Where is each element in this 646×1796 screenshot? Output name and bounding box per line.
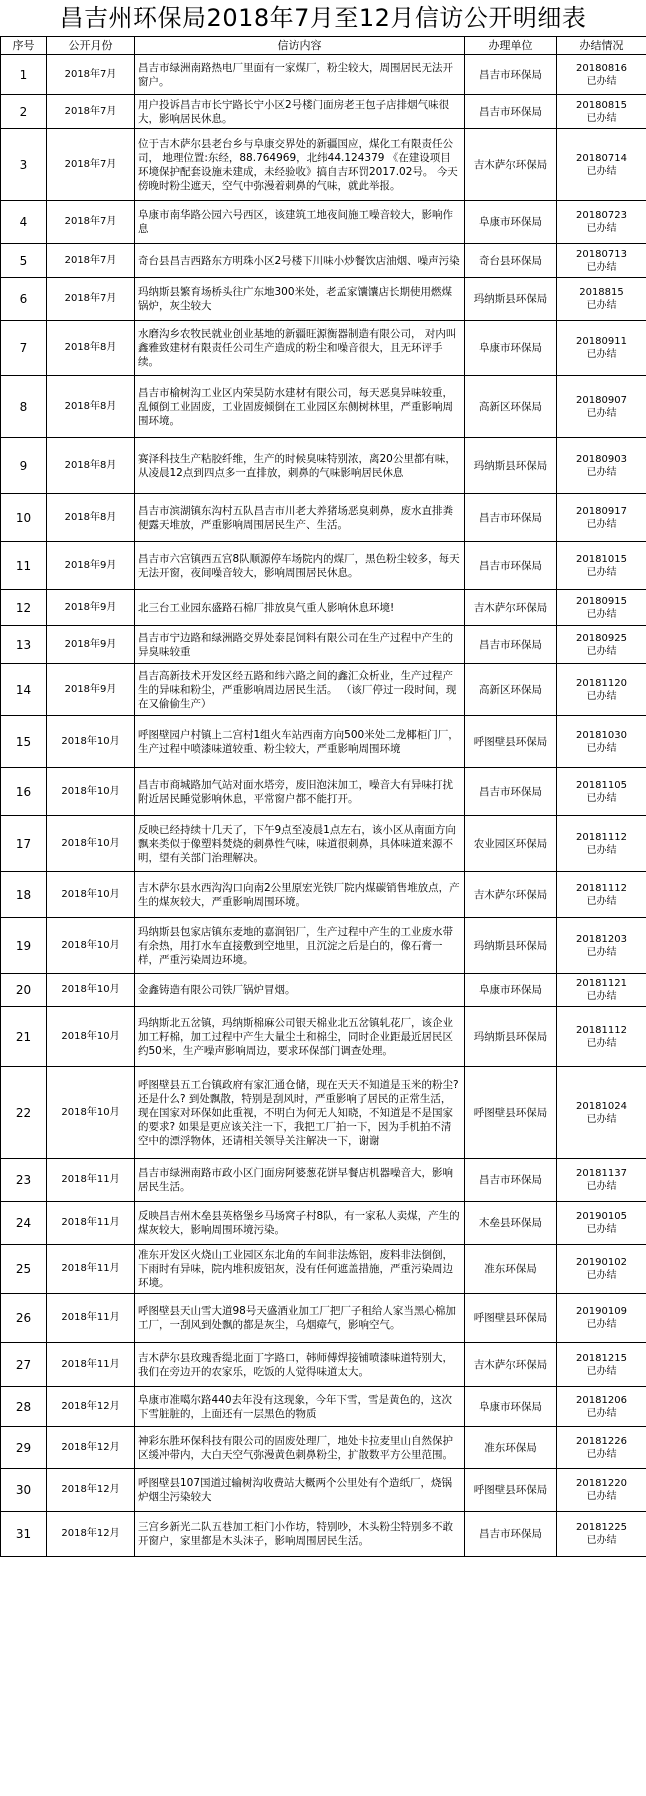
row-status: 已办结 bbox=[586, 946, 617, 958]
row-status-cell bbox=[557, 1067, 646, 1159]
table-row bbox=[1, 716, 646, 768]
row-unit: 高新区环保局 bbox=[465, 664, 557, 716]
row-status-cell bbox=[557, 1469, 646, 1512]
row-content: 奇台县昌吉西路东方明珠小区2号楼下川味小炒餐饮店油烟、噪声污染 bbox=[135, 244, 465, 278]
table-row bbox=[1, 278, 646, 321]
row-serial: 31 bbox=[1, 1512, 47, 1557]
row-unit: 吉木萨尔环保局 bbox=[465, 590, 557, 626]
row-completion-date: 20181225 bbox=[576, 1522, 627, 1533]
row-unit: 昌吉市环保局 bbox=[465, 55, 557, 95]
row-content: 反映已经持续十几天了，下午9点至凌晨1点左右，该小区从南面方向飘来类似于像塑料焚烧的刺鼻性气味，味道很刺鼻，具体味道来源不明，望有关部门治理解决。 bbox=[135, 816, 465, 872]
row-status: 已办结 bbox=[586, 165, 617, 177]
row-month: 2018年7月 bbox=[47, 129, 135, 201]
row-unit: 玛纳斯县环保局 bbox=[465, 1007, 557, 1067]
table-row bbox=[1, 1202, 646, 1245]
row-serial: 15 bbox=[1, 716, 47, 768]
row-content: 用户投诉昌吉市长宁路长宁小区2号楼门面房老王包子店排烟气味很大，影响居民休息。 bbox=[135, 95, 465, 129]
row-serial: 4 bbox=[1, 201, 47, 244]
row-status: 已办结 bbox=[586, 1365, 617, 1377]
row-unit: 阜康市环保局 bbox=[465, 974, 557, 1007]
row-status-cell bbox=[557, 1387, 646, 1427]
row-content: 准东开发区火烧山工业园区东北角的车间非法炼铝，废料非法倒倒，下雨时有异味，院内堆积废铝灰，没有任何遮盖措施，严重污染周边环境。 bbox=[135, 1245, 465, 1294]
row-content: 位于吉木萨尔县老台乡与阜康交界处的新疆国应，煤化工有限责任公司， 地理位置:东经，88.764969，北纬44.124379 《在建设项目环境保护配套设施未建成，未经验收》搞自吉环罚2017.02号。 今天傍晚时粉尘遮天，空气中弥漫着刺鼻的气味，就此举报。 bbox=[135, 129, 465, 201]
header-unit: 办理单位 bbox=[465, 37, 557, 55]
table-row bbox=[1, 95, 646, 129]
row-status-cell bbox=[557, 1343, 646, 1387]
row-completion-date: 20181121 bbox=[576, 978, 627, 989]
row-content: 昌吉市绿洲南路热电厂里面有一家煤厂，粉尘较大，周围居民无法开窗户。 bbox=[135, 55, 465, 95]
row-serial: 11 bbox=[1, 542, 47, 590]
row-content: 玛纳斯县包家店镇东麦地的嘉润铝厂，生产过程中产生的工业废水带有余热，用打水车直接敷到空地里，且沉淀之后是白的，像石膏一样，严重污染周边环境。 bbox=[135, 918, 465, 974]
row-status: 已办结 bbox=[586, 792, 617, 804]
row-completion-date: 20180911 bbox=[576, 336, 627, 347]
row-serial: 13 bbox=[1, 626, 47, 664]
row-status-cell bbox=[557, 542, 646, 590]
table-row bbox=[1, 816, 646, 872]
row-completion-date: 20181024 bbox=[576, 1100, 627, 1112]
row-serial: 30 bbox=[1, 1469, 47, 1512]
table-row bbox=[1, 201, 646, 244]
row-serial: 20 bbox=[1, 974, 47, 1007]
table-row bbox=[1, 974, 646, 1007]
table-row bbox=[1, 626, 646, 664]
row-unit: 准东环保局 bbox=[465, 1245, 557, 1294]
row-status: 已办结 bbox=[586, 1448, 617, 1460]
row-unit: 昌吉市环保局 bbox=[465, 768, 557, 816]
row-content: 昌吉市滨湖镇东沟村五队昌吉市川老大养猪场恶臭刺鼻，废水直排粪便露天堆放，严重影响周围居民生产、生活。 bbox=[135, 494, 465, 542]
document-title: 昌吉州环保局2018年7月至12月信访公开明细表 bbox=[59, 4, 587, 32]
row-status: 已办结 bbox=[586, 1535, 617, 1546]
row-content: 呼图壁县天山雪大道98号天盛酒业加工厂把厂子租给人家当黑心棉加工厂，一刮风到处飘的都是灰尘，乌烟瘴气，影响空气。 bbox=[135, 1294, 465, 1343]
row-completion-date: 20181112 bbox=[576, 1024, 627, 1036]
row-unit: 木垒县环保局 bbox=[465, 1202, 557, 1245]
table-row bbox=[1, 1245, 646, 1294]
table-header-row bbox=[1, 37, 646, 55]
row-month: 2018年11月 bbox=[47, 1159, 135, 1202]
row-content: 呼图壁县107国道过输树沟收费站大概两个公里处有个造纸厂，烧锅炉烟尘污染较大 bbox=[135, 1469, 465, 1512]
row-unit: 吉木萨尔环保局 bbox=[465, 872, 557, 918]
row-serial: 17 bbox=[1, 816, 47, 872]
row-unit: 呼图壁县环保局 bbox=[465, 1067, 557, 1159]
table-row bbox=[1, 664, 646, 716]
row-month: 2018年7月 bbox=[47, 95, 135, 129]
row-unit: 昌吉市环保局 bbox=[465, 1512, 557, 1557]
table-row bbox=[1, 1469, 646, 1512]
table-row bbox=[1, 1387, 646, 1427]
row-status-cell bbox=[557, 1294, 646, 1343]
row-serial: 22 bbox=[1, 1067, 47, 1159]
row-unit: 准东环保局 bbox=[465, 1427, 557, 1469]
row-status: 已办结 bbox=[586, 300, 617, 311]
row-month: 2018年8月 bbox=[47, 376, 135, 438]
row-content: 三宫乡新光二队五巷加工柜门小作坊，特别吵，木头粉尘特别多不敢开窗户，家里都是木头沫子，影响周围居民生活。 bbox=[135, 1512, 465, 1557]
row-month: 2018年9月 bbox=[47, 664, 135, 716]
row-unit: 阜康市环保局 bbox=[465, 1387, 557, 1427]
row-unit: 高新区环保局 bbox=[465, 376, 557, 438]
row-status-cell bbox=[557, 768, 646, 816]
row-completion-date: 20180714 bbox=[576, 152, 627, 164]
row-unit: 奇台县环保局 bbox=[465, 244, 557, 278]
row-serial: 1 bbox=[1, 55, 47, 95]
row-content: 金鑫铸造有限公司铁厂锅炉冒烟。 bbox=[135, 974, 465, 1007]
header-content: 信访内容 bbox=[135, 37, 465, 55]
row-content: 反映昌吉州木垒县英格堡乡马场窝子村8队，有一家私人卖煤，产生的煤灰较大，影响周围环境污染。 bbox=[135, 1202, 465, 1245]
row-month: 2018年8月 bbox=[47, 438, 135, 494]
row-unit: 昌吉市环保局 bbox=[465, 1159, 557, 1202]
row-completion-date: 20181105 bbox=[576, 779, 627, 791]
row-month: 2018年7月 bbox=[47, 201, 135, 244]
row-status: 已办结 bbox=[586, 1491, 617, 1502]
table-row bbox=[1, 494, 646, 542]
row-status: 已办结 bbox=[586, 518, 617, 530]
row-status-cell bbox=[557, 974, 646, 1007]
row-completion-date: 20181220 bbox=[576, 1478, 627, 1489]
table-row bbox=[1, 1427, 646, 1469]
row-status: 已办结 bbox=[586, 1270, 617, 1281]
row-month: 2018年10月 bbox=[47, 974, 135, 1007]
row-status-cell bbox=[557, 244, 646, 278]
row-status-cell bbox=[557, 590, 646, 626]
row-unit: 阜康市环保局 bbox=[465, 201, 557, 244]
row-status: 已办结 bbox=[586, 991, 617, 1002]
row-serial: 25 bbox=[1, 1245, 47, 1294]
row-month: 2018年8月 bbox=[47, 494, 135, 542]
row-completion-date: 20180713 bbox=[576, 248, 627, 260]
row-unit: 呼图壁县环保局 bbox=[465, 1469, 557, 1512]
row-status-cell bbox=[557, 626, 646, 664]
row-serial: 14 bbox=[1, 664, 47, 716]
row-serial: 21 bbox=[1, 1007, 47, 1067]
row-unit: 昌吉市环保局 bbox=[465, 494, 557, 542]
row-content: 呼图壁县五工台镇政府有家汇通仓储，现在天天不知道是玉米的粉尘? 还是什么? 到处飘散，特别是刮风时，严重影响了居民的正常生活，现在国家对环保如此重视，不明白为何无人知晓，不知道是不是国家的要求? 如果是更应该关注一下，我把工厂拍一下，因为手机拍不清空中的漂浮物体，还请相关领导关注解决一下，谢谢 bbox=[135, 1067, 465, 1159]
row-content: 昌吉高新技术开发区经五路和纬六路之间的鑫汇众析业，生产过程产生的异味和粉尘，严重影响周边居民生活。 （该厂停过一段时间，现在又偷偷生产） bbox=[135, 664, 465, 716]
row-status: 已办结 bbox=[586, 1037, 617, 1049]
row-completion-date: 20180915 bbox=[576, 595, 627, 607]
table-row bbox=[1, 438, 646, 494]
row-content: 昌吉市宁边路和绿洲路交界处泰昆饲料有限公司在生产过程中产生的异臭味较重 bbox=[135, 626, 465, 664]
row-serial: 18 bbox=[1, 872, 47, 918]
row-status-cell bbox=[557, 278, 646, 321]
row-month: 2018年12月 bbox=[47, 1387, 135, 1427]
row-completion-date: 20190102 bbox=[576, 1257, 627, 1268]
row-month: 2018年7月 bbox=[47, 244, 135, 278]
row-month: 2018年11月 bbox=[47, 1202, 135, 1245]
row-status: 已办结 bbox=[586, 645, 617, 657]
header-status: 办结情况 bbox=[557, 37, 646, 55]
row-status-cell bbox=[557, 664, 646, 716]
row-completion-date: 20181030 bbox=[576, 729, 627, 741]
row-unit: 吉木萨尔环保局 bbox=[465, 1343, 557, 1387]
row-status: 已办结 bbox=[586, 1113, 617, 1125]
row-status-cell bbox=[557, 1245, 646, 1294]
row-serial: 12 bbox=[1, 590, 47, 626]
row-month: 2018年12月 bbox=[47, 1469, 135, 1512]
row-month: 2018年7月 bbox=[47, 55, 135, 95]
row-month: 2018年9月 bbox=[47, 542, 135, 590]
row-status: 已办结 bbox=[586, 261, 617, 273]
row-serial: 5 bbox=[1, 244, 47, 278]
table-row bbox=[1, 918, 646, 974]
row-status-cell bbox=[557, 1202, 646, 1245]
table-row bbox=[1, 1007, 646, 1067]
row-completion-date: 20181137 bbox=[576, 1168, 627, 1179]
row-unit: 玛纳斯县环保局 bbox=[465, 278, 557, 321]
row-completion-date: 20181226 bbox=[576, 1435, 627, 1447]
row-status: 已办结 bbox=[586, 690, 617, 702]
row-status-cell bbox=[557, 1159, 646, 1202]
row-month: 2018年9月 bbox=[47, 590, 135, 626]
row-unit: 昌吉市环保局 bbox=[465, 626, 557, 664]
row-content: 北三台工业园东盛路石棉厂排放臭气重人影响休息环境! bbox=[135, 590, 465, 626]
row-content: 吉木萨尔县水西沟沟口向南2公里原宏光铁厂院内煤碳销售堆放点，产生的煤灰较大，严重影响周围环境。 bbox=[135, 872, 465, 918]
row-status: 已办结 bbox=[586, 407, 617, 419]
table-row bbox=[1, 1067, 646, 1159]
row-content: 水磨沟乡农牧民就业创业基地的新疆旺源衡器制造有限公司， 对内叫鑫雅致建材有限责任公司生产造成的粉尘和噪音很大，且无环评手续。 bbox=[135, 321, 465, 376]
row-status-cell bbox=[557, 438, 646, 494]
row-serial: 10 bbox=[1, 494, 47, 542]
row-status: 已办结 bbox=[586, 349, 617, 360]
row-serial: 27 bbox=[1, 1343, 47, 1387]
row-serial: 24 bbox=[1, 1202, 47, 1245]
row-status: 已办结 bbox=[586, 895, 617, 907]
row-month: 2018年7月 bbox=[47, 278, 135, 321]
row-month: 2018年10月 bbox=[47, 872, 135, 918]
row-status-cell bbox=[557, 376, 646, 438]
row-month: 2018年10月 bbox=[47, 768, 135, 816]
row-status: 已办结 bbox=[586, 742, 617, 754]
row-completion-date: 20181112 bbox=[576, 831, 627, 843]
row-month: 2018年11月 bbox=[47, 1343, 135, 1387]
row-status-cell bbox=[557, 816, 646, 872]
table-row bbox=[1, 244, 646, 278]
row-status: 已办结 bbox=[586, 1181, 617, 1192]
row-serial: 3 bbox=[1, 129, 47, 201]
row-unit: 吉木萨尔环保局 bbox=[465, 129, 557, 201]
row-serial: 19 bbox=[1, 918, 47, 974]
table-row bbox=[1, 55, 646, 95]
row-completion-date: 2018815 bbox=[579, 287, 624, 298]
table-row bbox=[1, 1343, 646, 1387]
row-content: 昌吉市绿洲南路市政小区门面房阿婆葱花饼早餐店机器噪音大，影响居民生活。 bbox=[135, 1159, 465, 1202]
row-completion-date: 20190109 bbox=[576, 1306, 627, 1317]
row-status: 已办结 bbox=[586, 223, 617, 234]
row-serial: 29 bbox=[1, 1427, 47, 1469]
row-completion-date: 20181015 bbox=[576, 553, 627, 565]
row-status-cell bbox=[557, 716, 646, 768]
row-unit: 农业园区环保局 bbox=[465, 816, 557, 872]
row-completion-date: 20181215 bbox=[576, 1352, 627, 1364]
row-status-cell bbox=[557, 201, 646, 244]
row-status-cell bbox=[557, 918, 646, 974]
row-completion-date: 20181203 bbox=[576, 933, 627, 945]
row-serial: 9 bbox=[1, 438, 47, 494]
row-content: 神彩东胜环保科技有限公司的固废处理厂，地处卡拉麦里山自然保护区缓冲带内，大白天空气弥漫黄色刺鼻粉尘，扩散数平方公里范围。 bbox=[135, 1427, 465, 1469]
row-completion-date: 20181112 bbox=[576, 882, 627, 894]
row-status: 已办结 bbox=[586, 566, 617, 578]
row-content: 玛纳斯县繁育场桥头往广东地300米处，老孟家馕馕店长期使用燃煤锅炉，灰尘较大 bbox=[135, 278, 465, 321]
table-row bbox=[1, 590, 646, 626]
row-unit: 呼图壁县环保局 bbox=[465, 716, 557, 768]
row-status: 已办结 bbox=[586, 1224, 617, 1235]
row-completion-date: 20181120 bbox=[576, 677, 627, 689]
row-status-cell bbox=[557, 1007, 646, 1067]
row-month: 2018年10月 bbox=[47, 918, 135, 974]
row-serial: 23 bbox=[1, 1159, 47, 1202]
table-row bbox=[1, 321, 646, 376]
table-row bbox=[1, 129, 646, 201]
row-month: 2018年11月 bbox=[47, 1294, 135, 1343]
row-status: 已办结 bbox=[586, 608, 617, 620]
row-serial: 7 bbox=[1, 321, 47, 376]
row-unit: 玛纳斯县环保局 bbox=[465, 438, 557, 494]
row-month: 2018年10月 bbox=[47, 716, 135, 768]
row-serial: 26 bbox=[1, 1294, 47, 1343]
row-month: 2018年10月 bbox=[47, 816, 135, 872]
row-status: 已办结 bbox=[586, 75, 617, 87]
row-unit: 阜康市环保局 bbox=[465, 321, 557, 376]
row-month: 2018年11月 bbox=[47, 1245, 135, 1294]
row-content: 昌吉市商城路加气站对面水塔旁，废旧泡沫加工，噪音大有异味打扰附近居民睡觉影响休息，平常窗户都不能打开。 bbox=[135, 768, 465, 816]
row-unit: 昌吉市环保局 bbox=[465, 542, 557, 590]
table-row bbox=[1, 872, 646, 918]
row-month: 2018年10月 bbox=[47, 1007, 135, 1067]
row-content: 阜康市准噶尔路440去年没有这现象，今年下雪，雪是黄色的，这次下雪脏脏的，上面还有一层黑色的物质 bbox=[135, 1387, 465, 1427]
table-row bbox=[1, 376, 646, 438]
row-completion-date: 20180723 bbox=[576, 210, 627, 221]
table-row bbox=[1, 542, 646, 590]
row-month: 2018年9月 bbox=[47, 626, 135, 664]
table-row bbox=[1, 1294, 646, 1343]
row-content: 赛泽科技生产粘胶纤维，生产的时候臭味特别浓，离20公里都有味，从凌晨12点到四点多一直排放，刺鼻的气味影响居民休息 bbox=[135, 438, 465, 494]
row-month: 2018年12月 bbox=[47, 1512, 135, 1557]
row-status: 已办结 bbox=[586, 112, 617, 124]
row-status: 已办结 bbox=[586, 1407, 617, 1419]
row-status: 已办结 bbox=[586, 844, 617, 856]
header-month: 公开月份 bbox=[47, 37, 135, 55]
row-serial: 28 bbox=[1, 1387, 47, 1427]
row-month: 2018年10月 bbox=[47, 1067, 135, 1159]
row-status-cell bbox=[557, 95, 646, 129]
table-row bbox=[1, 1512, 646, 1557]
row-status-cell bbox=[557, 872, 646, 918]
row-content: 呼图壁园户村镇上二宫村1组火车站西南方向500米处二龙椰柜门厂，生产过程中喷漆味道较重、粉尘较大，严重影响周围环境 bbox=[135, 716, 465, 768]
table-row bbox=[1, 1159, 646, 1202]
row-status: 已办结 bbox=[586, 1319, 617, 1330]
row-month: 2018年12月 bbox=[47, 1427, 135, 1469]
row-content: 昌吉市榆树沟工业区内荣昊防水建材有限公司，每天恶臭异味较重，乱倾倒工业固废，工业固废倾倒在工业园区东侧树林里，严重影响周围环境。 bbox=[135, 376, 465, 438]
row-content: 玛纳斯北五岔镇，玛纳斯棉麻公司银天棉业北五岔镇轧花厂，该企业加工籽棉，加工过程中产生大量尘土和棉尘，同时企业距最近居民区约50米，生产噪声影响周边，要求环保部门调查处理。 bbox=[135, 1007, 465, 1067]
row-status-cell bbox=[557, 1427, 646, 1469]
row-content: 阜康市南华路公园六号西区，该建筑工地夜间施工噪音较大，影响作息 bbox=[135, 201, 465, 244]
row-month: 2018年8月 bbox=[47, 321, 135, 376]
row-completion-date: 20190105 bbox=[576, 1211, 627, 1222]
row-serial: 6 bbox=[1, 278, 47, 321]
header-serial: 序号 bbox=[1, 37, 47, 55]
row-serial: 8 bbox=[1, 376, 47, 438]
row-status-cell bbox=[557, 494, 646, 542]
row-completion-date: 20180816 bbox=[576, 62, 627, 74]
row-completion-date: 20180903 bbox=[576, 453, 627, 465]
row-status-cell bbox=[557, 55, 646, 95]
row-status-cell bbox=[557, 1512, 646, 1557]
row-unit: 玛纳斯县环保局 bbox=[465, 918, 557, 974]
row-completion-date: 20181206 bbox=[576, 1394, 627, 1406]
row-completion-date: 20180925 bbox=[576, 632, 627, 644]
row-status-cell bbox=[557, 129, 646, 201]
row-serial: 16 bbox=[1, 768, 47, 816]
row-unit: 昌吉市环保局 bbox=[465, 95, 557, 129]
row-completion-date: 20180815 bbox=[576, 99, 627, 111]
row-unit: 呼图壁县环保局 bbox=[465, 1294, 557, 1343]
petition-table bbox=[0, 36, 646, 1557]
row-content: 昌吉市六宫镇西五宫8队顺源停车场院内的煤厂，黑色粉尘较多，每天无法开窗，夜间噪音较大，影响周围居民休息。 bbox=[135, 542, 465, 590]
row-serial: 2 bbox=[1, 95, 47, 129]
row-completion-date: 20180917 bbox=[576, 505, 627, 517]
row-completion-date: 20180907 bbox=[576, 394, 627, 406]
row-status: 已办结 bbox=[586, 466, 617, 478]
row-content: 吉木萨尔县玫瑰香缇北面丁字路口，韩师傅焊接铺喷漆味道特别大，我们在旁边开的农家乐，吃饭的人觉得味道太大。 bbox=[135, 1343, 465, 1387]
table-row bbox=[1, 768, 646, 816]
row-status-cell bbox=[557, 321, 646, 376]
